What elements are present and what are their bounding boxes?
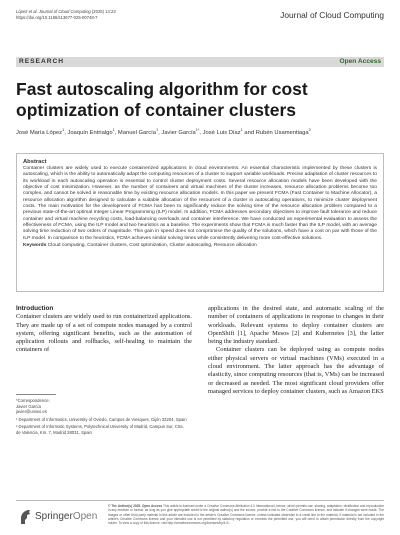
article-title: Fast autoscaling algorithm for cost optimization of container clusters	[16, 79, 308, 120]
author-name[interactable]: José María López	[16, 129, 63, 136]
logo-brand: Springer	[35, 511, 73, 522]
right-column	[208, 305, 384, 396]
author-name[interactable]: Joaquín Entrialgo	[67, 129, 113, 136]
keywords-text: Cloud computing, Container clusters, Cost optimization, Cluster autoscaling, Resource allocation	[47, 243, 257, 249]
intro-paragraph: Container clusters are widely used to run containerized applications. They are made up of a set of compute nodes managed by a control system, offering significant benefits, such as the automation of application rollouts and rollbacks, self-healing to maintain the containers of	[16, 313, 192, 354]
author-name[interactable]: Rubén Usamentiaga	[255, 129, 309, 136]
introduction-heading: Introduction	[16, 305, 54, 312]
author-list: José María López$^1$, Joaquín Entrialgo$^1$, Manuel García$^1$, Javier García$^{1*}$, José Luis Díaz$^1$ and Rubén Usamentiaga$^2$	[16, 128, 311, 136]
keywords-label: Keywords	[23, 243, 47, 249]
correspondence-name: Javier García	[16, 403, 41, 409]
section-label: RESEARCH	[19, 58, 65, 65]
affiliation-2: ² Department of Informatic Systems, Polytechnical University of Madrid, Campus Sur, Ctra. de Valencia, Km. 7, Madrid 28031, Spain	[16, 424, 184, 435]
license-body: This article is licensed under a Creative Commons Attribution 4.0 International License, which permits use, sharing, adaptation, distribution and reproduction in any medium or format, as long as you give appropriate credit to the original author(s) and the source, provide a link to the Creative Commons licence, and indicate if changes were made. The images or other third party material in this article are included in the article's Creative Commons licence, unless indicated otherwise in a credit line to the material. If material is not included in the article's Creative Commons licence and your intended use is not permitted by statutory regulation or exceeds the permitted use, you will need to obtain permission directly from the copyright holder. To view a copy of this licence, visit http://creativecommons.org/licenses/by/4.0/.	[108, 504, 384, 526]
correspondence-email[interactable]: javier@uniovi.es	[16, 409, 47, 415]
abstract-heading: Abstract	[23, 159, 47, 165]
journal-name: Journal of Cloud Computing	[280, 10, 384, 20]
body-paragraph: Container clusters can be deployed using as compute nodes either physical servers or virtual machines (VMs) executed in a cloud environment. The latter approach has the advantage of elasticity, since computing resources (that is, VMs) can be increased or decreased as needed. The most significant cloud providers offer managed services to deploy container clusters, such as Amazon EKS	[208, 346, 384, 395]
journal-short: López et al. Journal of Cloud Computing	[16, 9, 91, 14]
footer-divider	[16, 500, 384, 501]
logo-text	[35, 511, 97, 522]
author-affiliation: 2	[308, 128, 311, 132]
abstract-box	[16, 153, 384, 292]
author-affiliation: 1*	[195, 128, 200, 132]
author-affiliation: 1	[240, 128, 243, 132]
running-head	[16, 9, 126, 21]
correspondence-label: *Correspondence:	[16, 398, 50, 403]
affiliation-1: ¹ Department of Informatics, University of Oviedo, Campus de Viesques, Gijón 33204, Spain	[16, 416, 187, 422]
author-affiliation: 1	[155, 128, 159, 132]
body-paragraph: applications in the desired state, and automatic scaling of the number of containers of applications in response to changes in their workloads. Relevant systems to deploy container clusters are OpenShift [1], Apache Mesos [2] and Kubernetes [3], the latter being the industry standard.	[208, 305, 384, 346]
author-affiliation: 1	[112, 128, 115, 132]
volume-year: (2025) 14:23	[91, 9, 116, 14]
footnote-divider	[16, 394, 56, 395]
author-affiliation: 1	[62, 128, 65, 132]
keywords	[23, 243, 377, 249]
footnotes	[16, 398, 188, 436]
logo-open: Open	[72, 511, 98, 522]
author-name[interactable]: Manuel García	[117, 129, 156, 136]
left-column	[16, 305, 192, 355]
springer-horse-icon	[18, 509, 32, 525]
springer-open-logo	[18, 508, 98, 528]
abstract-text: Container clusters are widely used to execute containerized applications in cloud environments. An essential characteristic implemented by these clusters is autoscaling, which is the ability to automatically adapt the computing resources of a cluster to support variable workloads. Precise adaptation of cluster resources to its workload in each autoscaling operation is essential to control cluster deployment costs. Several resource allocation models have been developed with the objective of cost minimization. However, as the number of containers and virtual machines of the cluster increases, resource allocation problems become too complex, and cannot be solved in reasonable time by existing resource allocation models. In this paper we present FCMA (Fast Container to Machine Allocator), a resource allocation algorithm designed to calculate a suitable allocation of the resources of a cluster in autoscaling operations, to minimize cluster deployment costs. The main motivation for the development of FCMA has been to significantly reduce the solving time of the resource allocation problem compared to a previous state-of-the-art optimal Integer Linear Programming (ILP) model. In addition, FCMA addresses secondary objectives to improve fault tolerance and reduce container and virtual machine recycling costs, load-balancing overloads and container interference. We have conducted an experimental evaluation to assess the effectiveness of FCMA, using the ILP model and two heuristics as a baseline. The experiments show that FCMA is much faster than the ILP model, with an average solving time reduction of two orders of magnitude. This gain in speed does not compromise the quality of the solutions, which have a cost on par with those of the ILP model. In comparison to the heuristics, FCMA achieves similar solving times while consistently delivering more cost-effective solutions.	[23, 166, 377, 241]
author-name[interactable]: José Luis Díaz	[202, 129, 241, 136]
section-bar	[16, 57, 384, 67]
author-conjunction: and	[244, 129, 255, 136]
open-access-label: Open Access	[339, 58, 381, 65]
license-text	[108, 504, 384, 525]
doi-link[interactable]: https://doi.org/10.1186/s13677-025-00748-7	[16, 15, 98, 20]
license-bold: © The Author(s) 2025. Open Access	[108, 504, 163, 508]
author-name[interactable]: Javier García	[161, 129, 196, 136]
